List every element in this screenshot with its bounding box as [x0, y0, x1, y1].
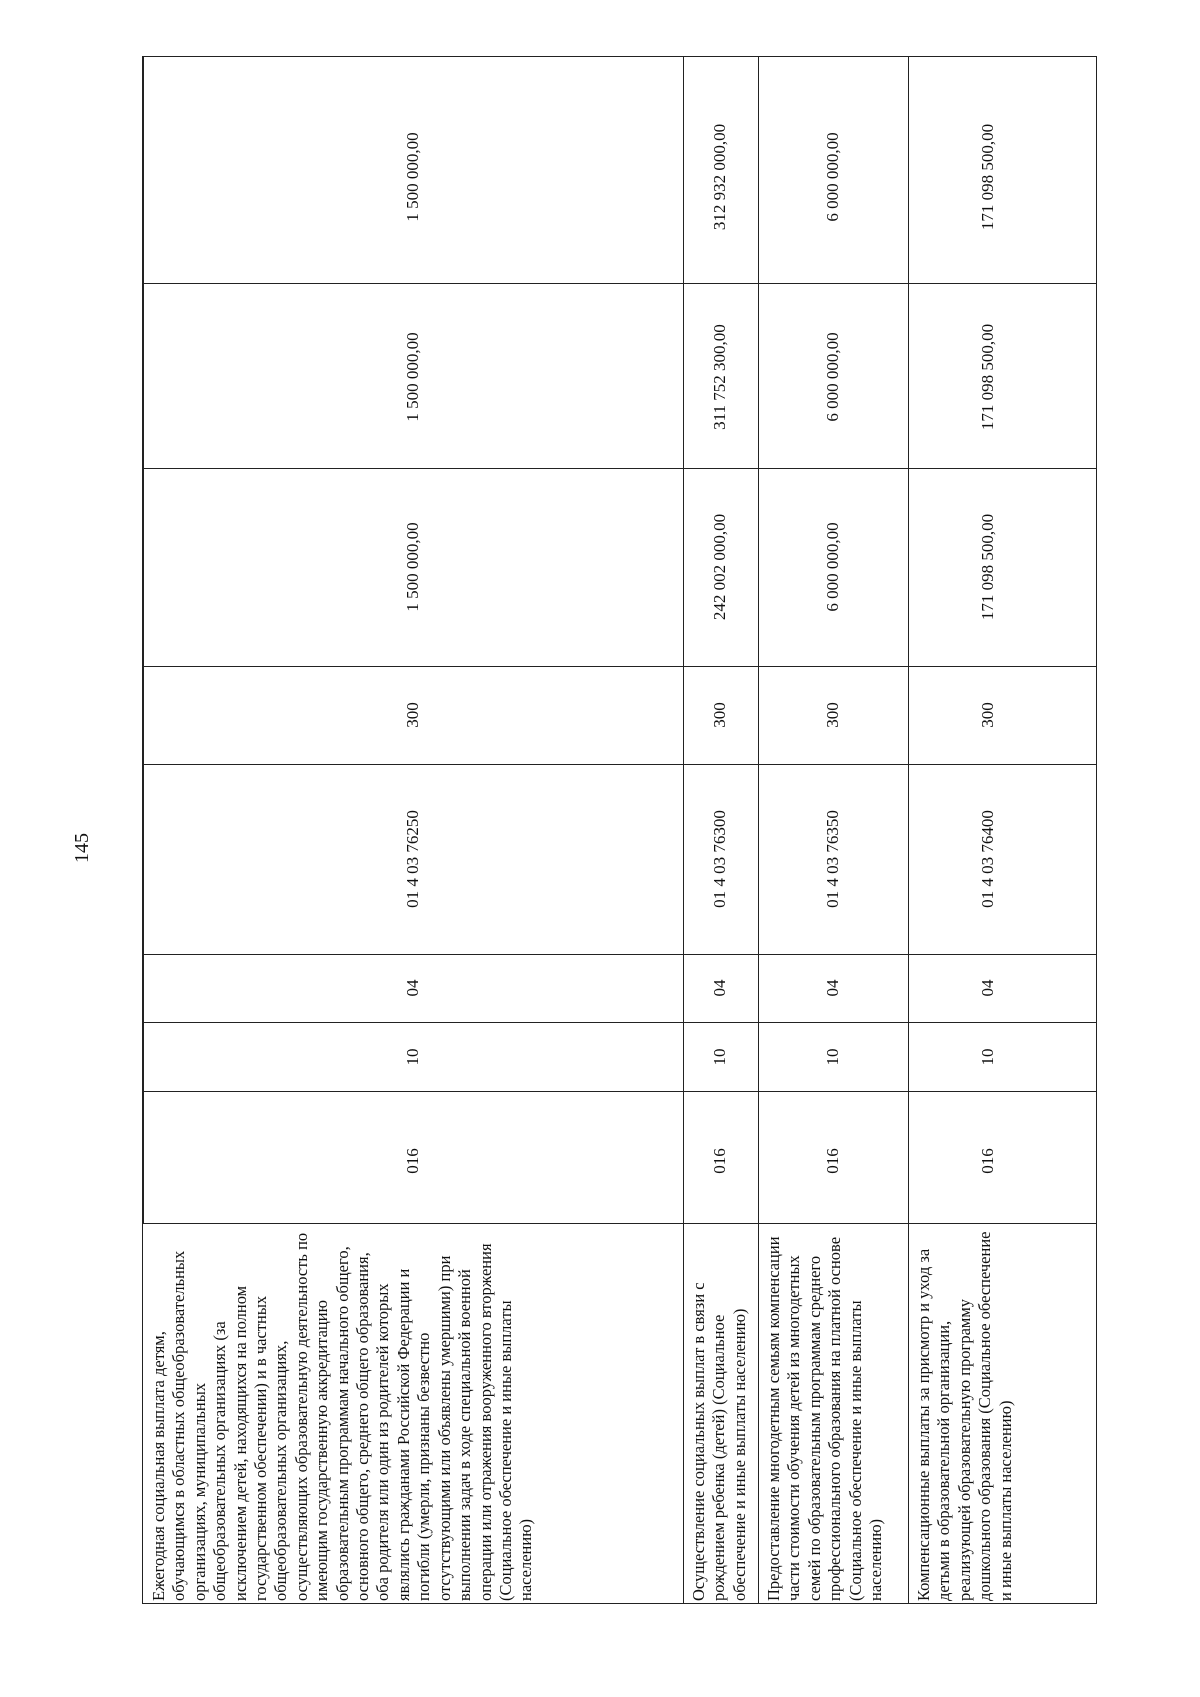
row-2-section: 10	[710, 1048, 729, 1066]
row-2-sum-1: 242 002 000,00	[710, 513, 729, 621]
row-divider	[758, 57, 759, 1603]
page-number: 145	[71, 833, 93, 863]
row-4-name: Компенсационные выплаты за присмотр и уход за детьми в образовательной организации, реализующей образовательную программу дошкольного образования (Социальное обеспечение и иные выплаты населению)	[914, 1231, 1015, 1601]
row-2-expense-type: 300	[710, 702, 729, 728]
row-3-expense-type: 300	[823, 702, 842, 728]
row-2-sum-3: 312 932 000,00	[710, 123, 729, 231]
row-4-sum-3: 171 098 500,00	[978, 123, 997, 231]
column-divider	[143, 1091, 1096, 1092]
row-1-expense-type: 300	[403, 702, 422, 728]
row-3-target: 01 4 03 76350	[823, 810, 842, 908]
row-4-sum-1: 171 098 500,00	[978, 513, 997, 621]
row-3-name: Предоставление многодетным семьям компенсации части стоимости обучения детей из многодетных семей по образовательным программам среднего профессионального образования на платной основе (Социальное обеспечение и иные выплаты населению)	[764, 1236, 886, 1601]
column-divider	[143, 468, 1096, 469]
row-1-section: 10	[403, 1048, 422, 1066]
row-3-sum-1: 6 000 000,00	[823, 522, 842, 612]
row-4-sum-2: 171 098 500,00	[978, 323, 997, 431]
row-4-target: 01 4 03 76400	[978, 810, 997, 908]
row-divider	[143, 57, 144, 1223]
row-3-ministry: 016	[823, 1148, 842, 1174]
row-4-subsection: 04	[978, 979, 997, 997]
row-4-section: 10	[978, 1048, 997, 1066]
row-3-sum-3: 6 000 000,00	[823, 132, 842, 222]
row-divider	[683, 57, 684, 1603]
row-3-sum-2: 6 000 000,00	[823, 332, 842, 422]
row-1-target: 01 4 03 76250	[403, 810, 422, 908]
column-divider	[143, 283, 1096, 284]
row-2-name: Осуществление социальных выплат в связи с рождением ребенка (детей) (Социальное обеспечение и иные выплаты населению)	[689, 1282, 749, 1601]
row-1-subsection: 04	[403, 979, 422, 997]
row-1-sum-1: 1 500 000,00	[403, 522, 422, 612]
column-divider	[143, 1022, 1096, 1023]
column-divider	[143, 954, 1096, 955]
row-3-subsection: 04	[823, 979, 842, 997]
row-1-ministry: 016	[403, 1148, 422, 1174]
row-4-ministry: 016	[978, 1148, 997, 1174]
column-divider	[143, 666, 1096, 667]
row-divider	[908, 57, 909, 1603]
row-2-ministry: 016	[710, 1148, 729, 1174]
row-1-sum-3: 1 500 000,00	[403, 132, 422, 222]
row-1-name: Ежегодная социальная выплата детям, обучающимся в областных общеобразовательных организациях, муниципальных общеобразовательных организациях (за исключением детей, находящихся на полном государственном обеспечении) и в частных общеобразовательных организациях, осуществляющих образовательную деятельность по имеющим государственную аккредитацию образовательным программам начального общего, основного общего, среднего общего образования, оба родителя или один из родителей которых являлись гражданами Российской Федерации и погибли (умерли, признаны безвестно отсутствующими или объявлены умершими) при выполнении задач в ходе специальной военной операции или отражения вооруженного вторжения (Социальное обеспечение и иные выплаты населению)	[149, 1232, 536, 1601]
row-4-expense-type: 300	[978, 702, 997, 728]
row-2-sum-2: 311 752 300,00	[710, 324, 729, 430]
row-2-subsection: 04	[710, 979, 729, 997]
column-divider	[143, 764, 1096, 765]
budget-table	[142, 56, 1097, 1604]
row-3-section: 10	[823, 1048, 842, 1066]
row-2-target: 01 4 03 76300	[710, 810, 729, 908]
row-1-sum-2: 1 500 000,00	[403, 332, 422, 422]
column-divider	[143, 1223, 1096, 1224]
